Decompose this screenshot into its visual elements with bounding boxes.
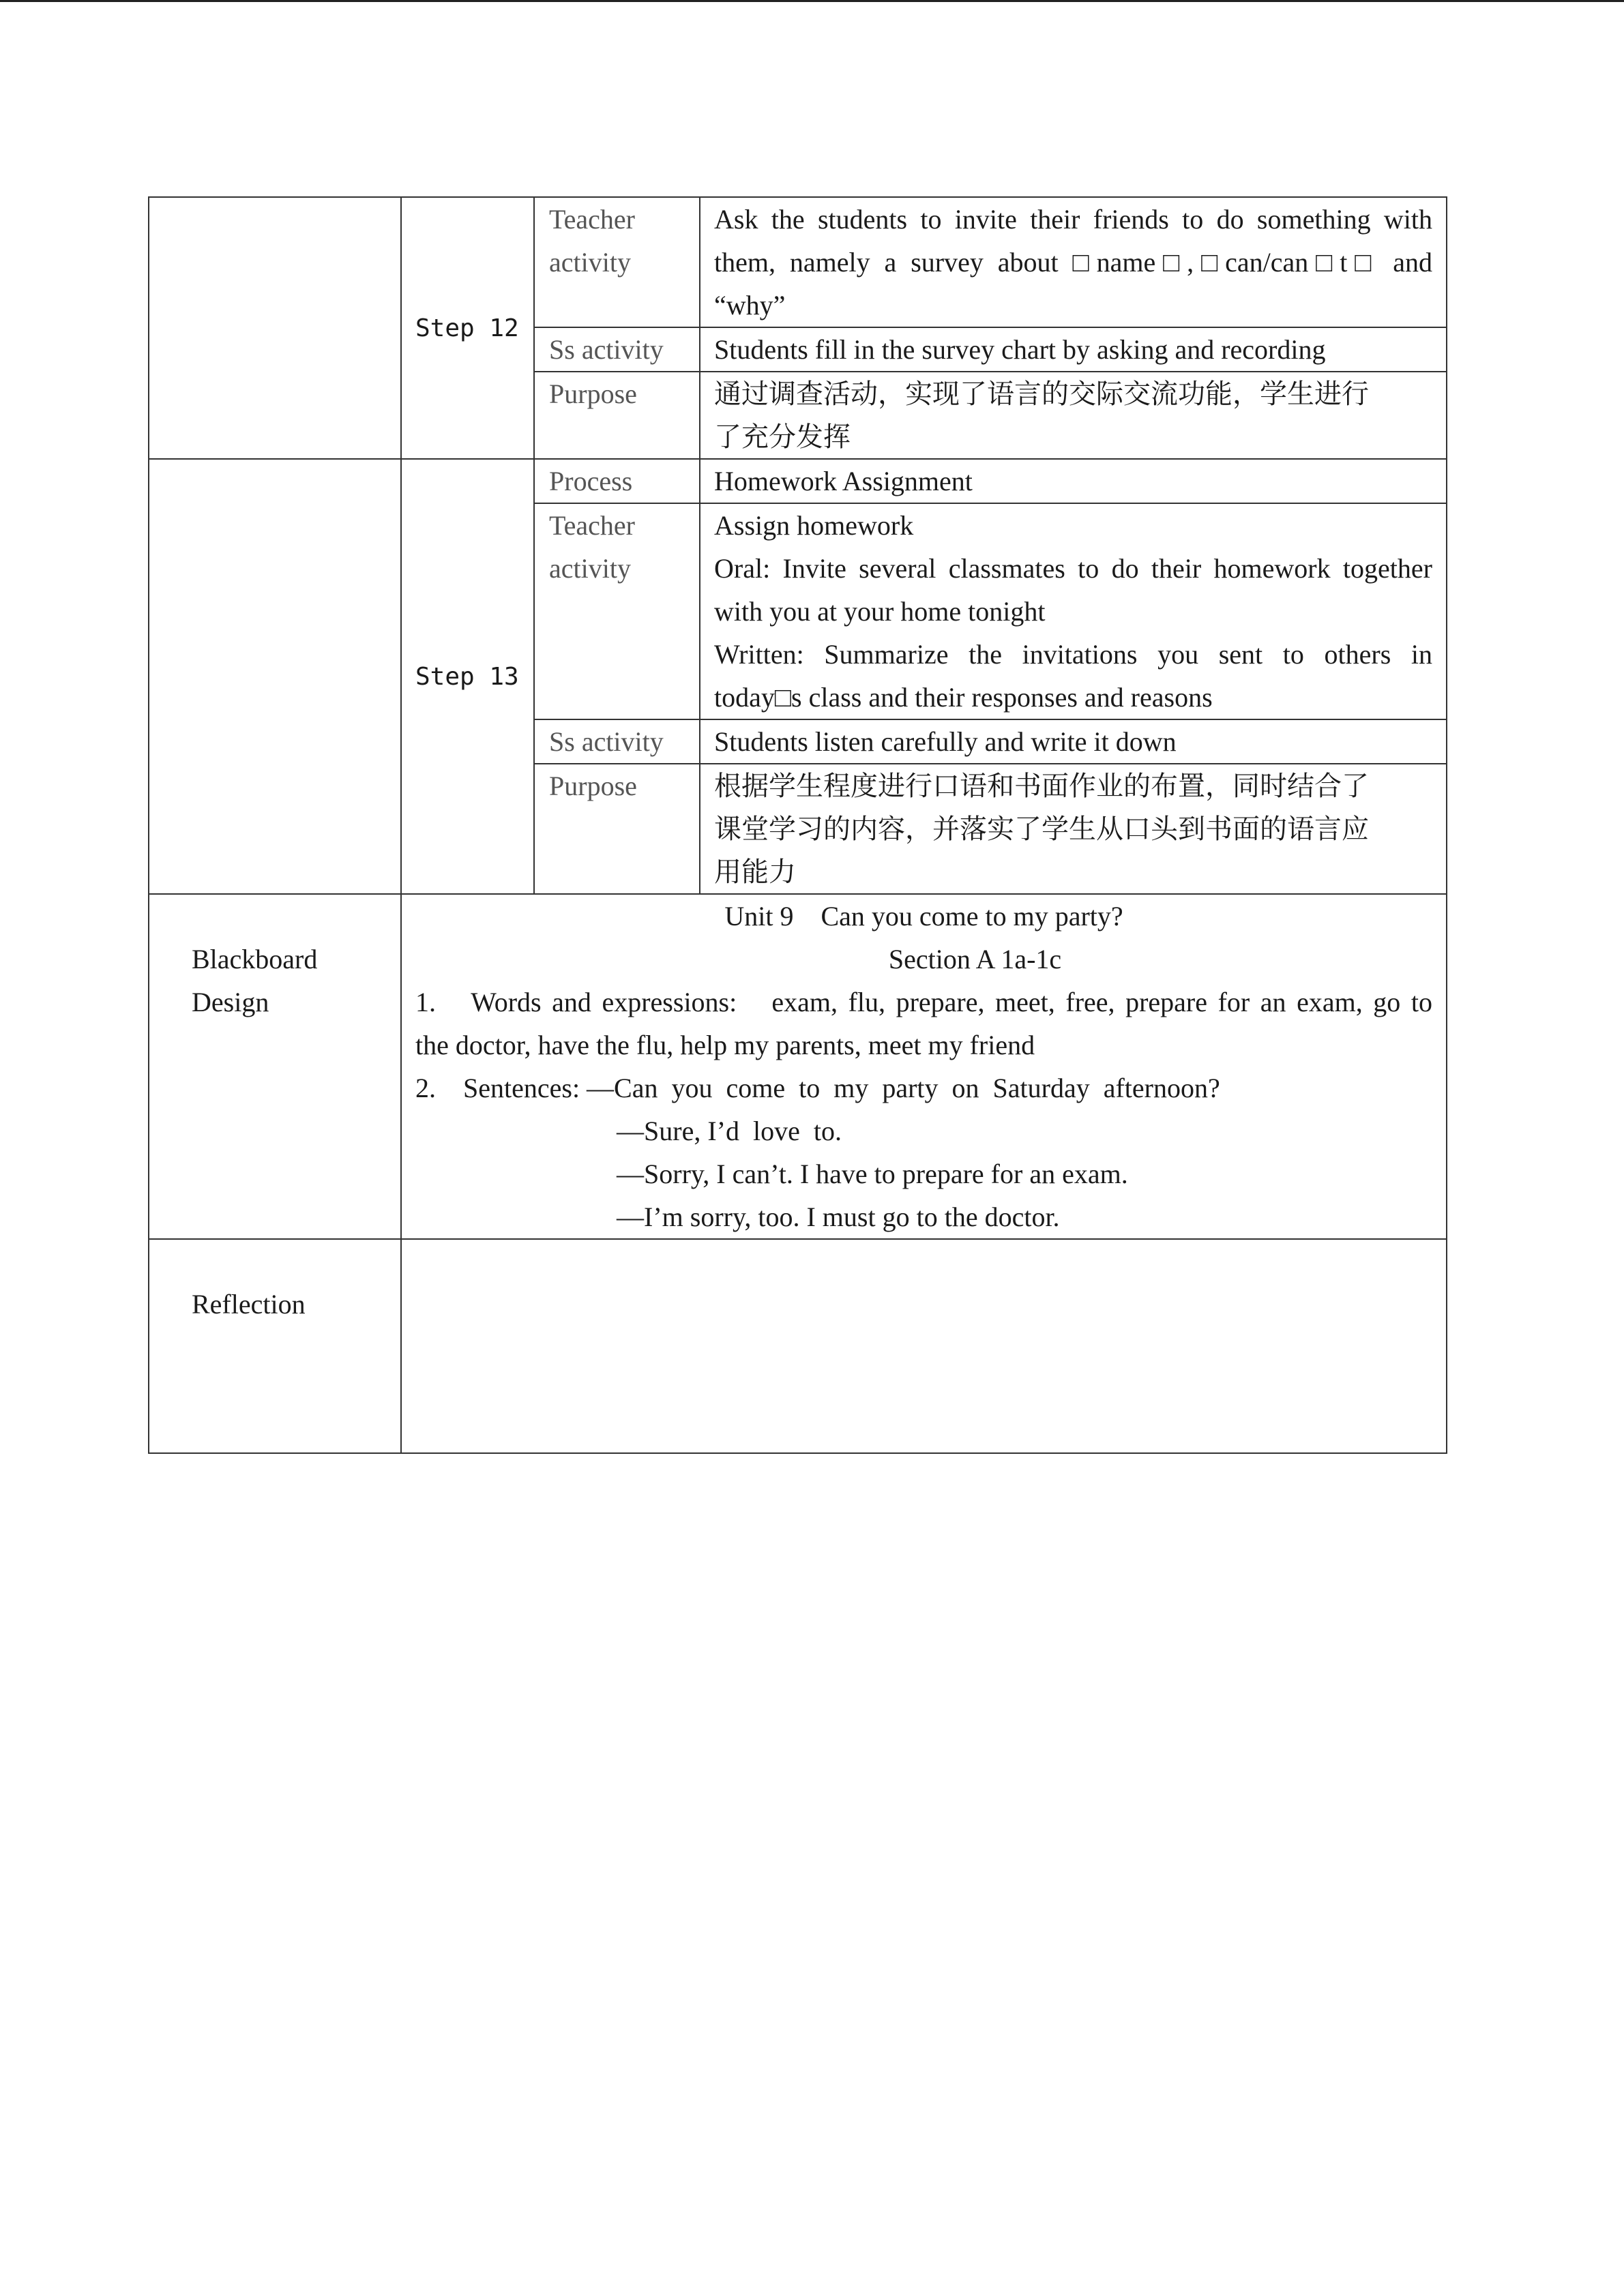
step13-ss-activity-label: Ss activity [534, 719, 700, 764]
step13-purpose-label: Purpose [534, 764, 700, 894]
step12-teacher-activity-label: Teacher activity [534, 197, 700, 327]
step13-process-row [149, 459, 1447, 503]
step13-process-text: Homework Assignment [700, 459, 1447, 503]
blackboard-sentence-4: —I’m sorry, too. I must go to the doctor. [617, 1202, 1060, 1232]
blackboard-title: Unit 9 Can you come to my party? [724, 901, 1123, 931]
blackboard-design-label: Blackboard Design [149, 894, 401, 1239]
step13-process-label: Process [534, 459, 700, 503]
step12-ss-activity-text: Students fill in the survey chart by asking and recording [700, 327, 1447, 372]
step13-ss-activity-text: Students listen carefully and write it down [700, 719, 1447, 764]
blackboard-row [149, 894, 1447, 1239]
step13-teacher-activity-text: Assign homework Oral: Invite several classmates to do their homework together with you at your home tonight Written: Summarize the invitations you sent to others in today□s class and their responses and reasons [700, 503, 1447, 719]
step13-label: Step 13 [401, 459, 534, 894]
page-top-border [0, 0, 1624, 2]
step12-stage-cell [149, 197, 401, 459]
step13-stage-cell [149, 459, 401, 894]
step13-teacher-activity-label: Teacher activity [534, 503, 700, 719]
reflection-content [401, 1239, 1447, 1453]
blackboard-sentence-3: —Sorry, I can’t. I have to prepare for an exam. [617, 1159, 1128, 1189]
step12-teacher-row [149, 197, 1447, 327]
lesson-plan-table [148, 196, 1447, 1454]
reflection-row [149, 1239, 1447, 1453]
reflection-label: Reflection [192, 1289, 306, 1320]
step12-label: Step 12 [401, 197, 534, 459]
step12-ss-activity-label: Ss activity [534, 327, 700, 372]
blackboard-design-content [401, 894, 1447, 1239]
step12-purpose-text: 通过调查活动，实现了语言的交际交流功能，学生进行 了充分发挥 [700, 372, 1447, 459]
blackboard-sentence-1: 2. Sentences: —Can you come to my party on Saturday afternoon? [415, 1073, 1220, 1103]
step12-teacher-activity-text: Ask the students to invite their friends to do something with them, namely a survey about □name□,□can/can□t□ and “why” [700, 197, 1447, 327]
reflection-label-cell [149, 1239, 401, 1453]
blackboard-words-line-2: the doctor, have the flu, help my parents, meet my friend [415, 1030, 1035, 1060]
step12-purpose-label: Purpose [534, 372, 700, 459]
step13-purpose-text: 根据学生程度进行口语和书面作业的布置，同时结合了 课堂学习的内容，并落实了学生从口头到书面的语言应 用能力 [700, 764, 1447, 894]
blackboard-words-line-1: 1. Words and expressions: exam, flu, prepare, meet, free, prepare for an exam, go to [415, 987, 1432, 1017]
blackboard-section: Section A 1a-1c [888, 944, 1062, 974]
blackboard-sentence-2: —Sure, I’d love to. [617, 1116, 842, 1146]
